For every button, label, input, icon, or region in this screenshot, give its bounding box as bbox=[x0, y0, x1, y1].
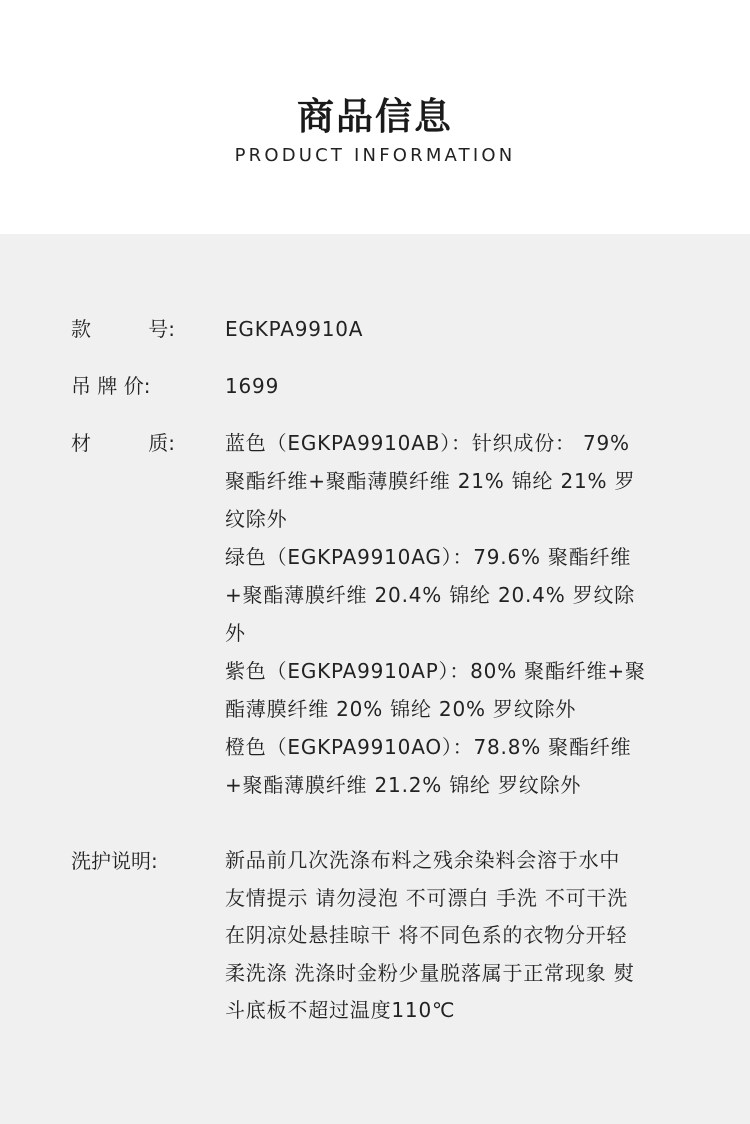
page-subtitle: PRODUCT INFORMATION bbox=[234, 145, 516, 166]
material-label-left: 材 bbox=[71, 431, 91, 455]
care-line: 在阴凉处悬挂晾干 将不同色系的衣物分开轻 bbox=[225, 923, 628, 947]
care-value bbox=[225, 842, 705, 1030]
material-label bbox=[71, 424, 181, 462]
material-line: 蓝色（EGKPA9910AB）：针织成份： 79% bbox=[225, 431, 630, 455]
material-line: 聚酯纤维+聚酯薄膜纤维 21% 锦纶 21% 罗 bbox=[225, 469, 636, 493]
tag-price-value: 1699 bbox=[225, 374, 280, 398]
info-panel bbox=[0, 234, 750, 1124]
material-line: +聚酯薄膜纤维 20.4% 锦纶 20.4% 罗纹除 bbox=[225, 583, 636, 607]
care-line: 新品前几次洗涤布料之残余染料会溶于水中 bbox=[225, 848, 621, 872]
material-line: 酯薄膜纤维 20% 锦纶 20% 罗纹除外 bbox=[225, 697, 577, 721]
care-line: 柔洗涤 洗涤时金粉少量脱落属于正常现象 熨 bbox=[225, 960, 635, 985]
style-code-label-right: 号: bbox=[148, 317, 175, 341]
material-line: 纹除外 bbox=[225, 507, 288, 531]
material-line: 紫色（EGKPA9910AP）：80% 聚酯纤维+聚 bbox=[225, 659, 646, 683]
style-code-value: EGKPA9910A bbox=[225, 317, 364, 341]
material-line: 橙色（EGKPA9910AO）：78.8% 聚酯纤维 bbox=[225, 735, 632, 759]
material-label-right: 质: bbox=[148, 431, 175, 455]
header bbox=[0, 0, 750, 234]
care-line: 斗底板不超过温度110℃ bbox=[225, 998, 456, 1022]
material-line: +聚酯薄膜纤维 21.2% 锦纶 罗纹除外 bbox=[225, 773, 582, 797]
care-label: 洗护说明: bbox=[71, 849, 158, 873]
tag-price-label: 吊 牌 价: bbox=[71, 374, 151, 398]
material-line: 绿色（EGKPA9910AG）：79.6% 聚酯纤维 bbox=[225, 545, 632, 569]
page-title: 商品信息 bbox=[297, 95, 453, 138]
material-value bbox=[225, 424, 705, 804]
style-code-label bbox=[71, 310, 181, 348]
care-line: 友情提示 请勿浸泡 不可漂白 手洗 不可干洗 bbox=[225, 885, 629, 910]
style-code-label-left: 款 bbox=[71, 317, 91, 341]
material-line: 外 bbox=[225, 621, 246, 645]
